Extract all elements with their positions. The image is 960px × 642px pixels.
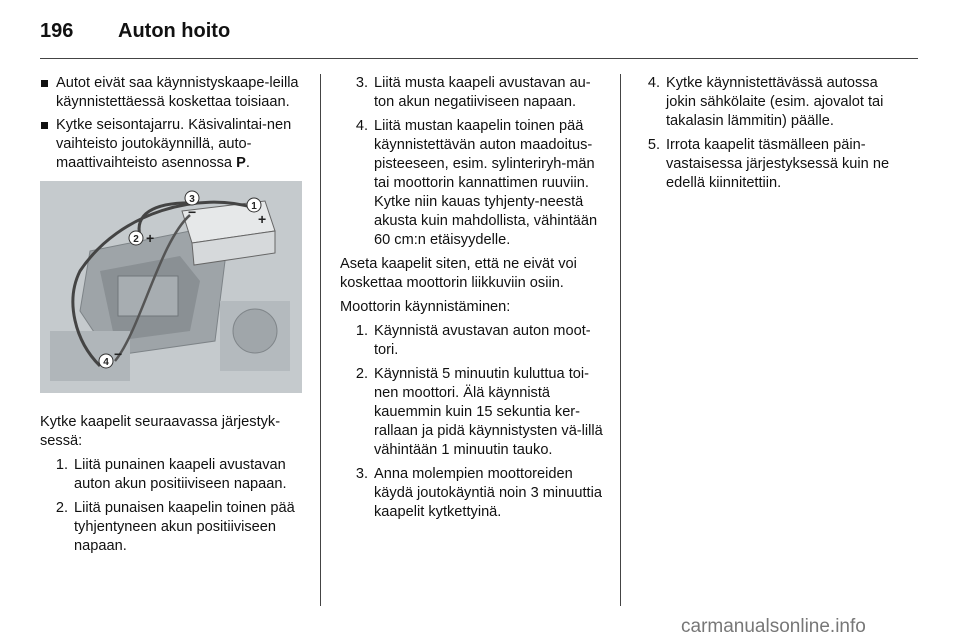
svg-text:4: 4 — [103, 357, 109, 368]
list-item: 2. Liitä punaisen kaapelin toinen pää tyhjentyneen akun positiiviseen napaan. — [55, 500, 295, 554]
bullet-square-icon — [41, 122, 48, 129]
column-divider-1 — [320, 74, 321, 606]
intro-text: Kytke kaapelit seuraavassa järjestyk-sessä: — [40, 414, 281, 449]
list-item: 5. Irrota kaapelit täsmälleen päin-vastaisessa järjestyksessä kuin ne edellä kiinnitettiin. — [647, 137, 890, 191]
section-subtitle: Moottorin käynnistäminen: — [340, 299, 511, 315]
site-watermark[interactable]: carmanualsonline.info — [681, 616, 866, 637]
list-item: 3. Liitä musta kaapeli avustavan au-ton akun negatiiviseen napaan. — [355, 75, 591, 110]
page-title: Auton hoito — [118, 20, 231, 42]
bullet-end: . — [245, 155, 250, 171]
plus-sign: + — [146, 230, 155, 246]
list-item: 3. Anna molempien moottoreiden käydä joutokäyntiä noin 3 minuuttia kaapelit kytkettyinä. — [355, 466, 602, 520]
svg-text:2: 2 — [133, 234, 139, 245]
svg-text:1: 1 — [251, 201, 257, 212]
list-item: 4. Liitä mustan kaapelin toinen pää käynnistettävän auton maadoitus-pisteeseen, esim. sylinteriryh-män tai moottorin kannattimen ruuviin. Kytke niin kauas tyhjenty-neestä akusta kuin mahdollista, vähintään 60 cm:n etäisyydelle. — [355, 118, 598, 248]
column-2 — [340, 74, 604, 527]
callout-2 — [129, 231, 143, 245]
svg-text:3: 3 — [189, 194, 195, 205]
list-item: 1. Käynnistä avustavan auton moot-tori. — [355, 323, 591, 358]
callout-4 — [99, 354, 113, 368]
bullet-item — [40, 74, 302, 112]
page-number: 196 — [40, 20, 74, 42]
cable-note: Aseta kaapelit siten, että ne eivät voi koskettaa moottorin liikkuviin osiin. — [340, 256, 577, 291]
list-item: 1. Liitä punainen kaapeli avustavan auton akun positiiviseen napaan. — [55, 457, 287, 492]
callout-1 — [247, 198, 261, 212]
callout-3 — [185, 191, 199, 205]
header-divider — [40, 58, 918, 59]
minus-sign: − — [188, 204, 197, 220]
bullet-text: Autot eivät saa käynnistyskaape-leilla käynnistettäessä koskettaa toisiaan. — [56, 75, 299, 110]
list-item: 2. Käynnistä 5 minuutin kuluttua toi-nen moottori. Älä käynnistä kauemmin kuin 15 sekuntia ker-rallaan ja pidä käynnistysten vä-lillä vähintään 1 minuutin tauko. — [355, 366, 603, 458]
bullet-item — [40, 116, 302, 173]
bullet-square-icon — [41, 80, 48, 87]
bullet-text: Kytke seisontajarru. Käsivalintai-nen vaihteisto joutokäynnillä, auto-maattivaihteisto asennossa — [56, 117, 292, 171]
minus-sign: − — [114, 346, 123, 362]
list-item: 4. Kytke käynnistettävässä autossa jokin sähkölaite (esim. ajovalot tai takalasin lämmitin) päälle. — [647, 75, 884, 129]
plus-sign: + — [258, 211, 267, 227]
column-divider-2 — [620, 74, 621, 606]
column-1 — [40, 74, 302, 561]
gear-position-p: P — [236, 155, 246, 171]
engine-bay-drawing — [40, 181, 302, 393]
jump-start-illustration — [40, 181, 302, 393]
column-3 — [640, 74, 904, 198]
page-header — [40, 14, 918, 50]
